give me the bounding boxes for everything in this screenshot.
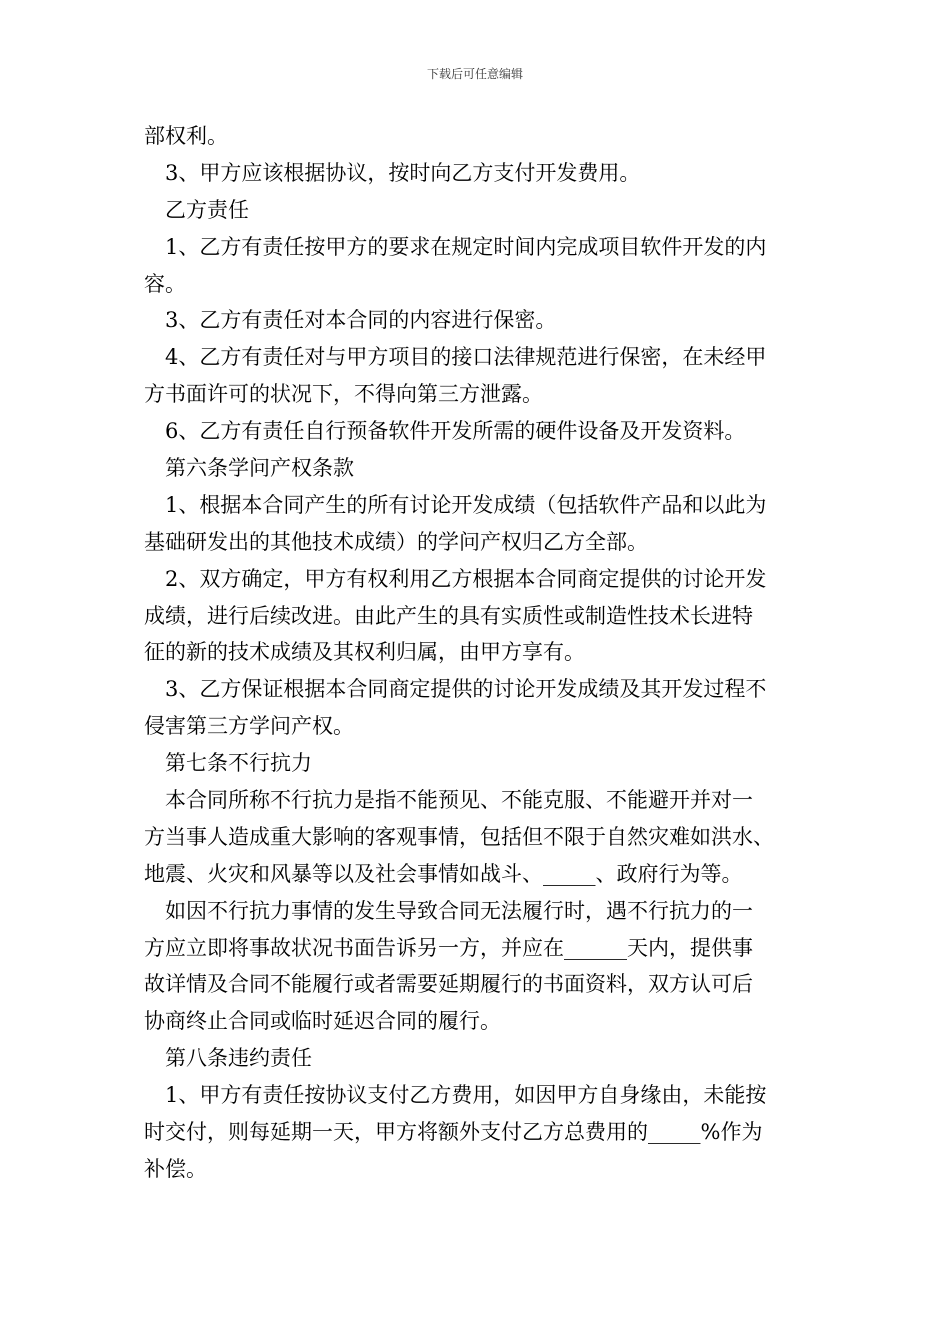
text-line: 3、甲方应该根据协议，按时向乙方支付开发费用。 [165,160,641,185]
text-line: 地震、火灾和风暴等以及社会事情如战斗、_____、政府行为等。 [144,861,743,886]
section-heading: 第八条违约责任 [165,1046,312,1071]
document-body [144,118,812,1188]
text-line: 征的新的技术成绩及其权利归属，由甲方享有。 [144,640,585,665]
text-line: 1、根据本合同产生的所有讨论开发成绩（包括软件产品和以此为 [165,492,767,517]
text-line: 侵害第三方学问产权。 [144,714,354,739]
text-line: 方书面许可的状况下，不得向第三方泄露。 [144,382,543,407]
text-line: 方应立即将事故状况书面告诉另一方，并应在______天内，提供事 [144,935,753,960]
text-line: 协商终止合同或临时延迟合同的履行。 [144,1009,501,1034]
text-line: 方当事人造成重大影响的客观事情，包括但不限于自然灾难如洪水、 [144,824,774,849]
text-line: 本合同所称不行抗力是指不能预见、不能克服、不能避开并对一 [165,788,753,813]
section-heading: 乙方责任 [165,197,249,222]
section-heading: 第七条不行抗力 [165,751,312,776]
text-line: 3、乙方有责任对本合同的内容进行保密。 [165,308,557,333]
text-line: 补偿。 [144,1156,207,1181]
text-line: 1、乙方有责任按甲方的要求在规定时间内完成项目软件开发的内 [165,234,767,259]
text-line: 1、甲方有责任按协议支付乙方费用，如因甲方自身缘由，未能按 [165,1083,767,1108]
section-heading: 第六条学问产权条款 [165,456,354,481]
text-line: 6、乙方有责任自行预备软件开发所需的硬件设备及开发资料。 [165,419,746,444]
text-line: 故详情及合同不能履行或者需要延期履行的书面资料，双方认可后 [144,972,753,997]
text-line: 基础研发出的其他技术成绩）的学问产权归乙方全部。 [144,529,648,554]
text-line: 3、乙方保证根据本合同商定提供的讨论开发成绩及其开发过程不 [165,677,767,702]
page-header: 下载后可任意编辑 [426,67,523,81]
text-line: 容。 [144,271,186,296]
text-line: 成绩，进行后续改进。由此产生的具有实质性或制造性技术长进特 [144,603,753,628]
text-line: 4、乙方有责任对与甲方项目的接口法律规范进行保密，在未经甲 [165,345,767,370]
text-line: 2、双方确定，甲方有权利用乙方根据本合同商定提供的讨论开发 [165,566,767,591]
text-line: 如因不行抗力事情的发生导致合同无法履行时，遇不行抗力的一 [165,898,753,923]
text-line: 部权利。 [144,124,228,148]
text-line: 时交付，则每延期一天，甲方将额外支付乙方总费用的_____%作为 [144,1120,763,1145]
